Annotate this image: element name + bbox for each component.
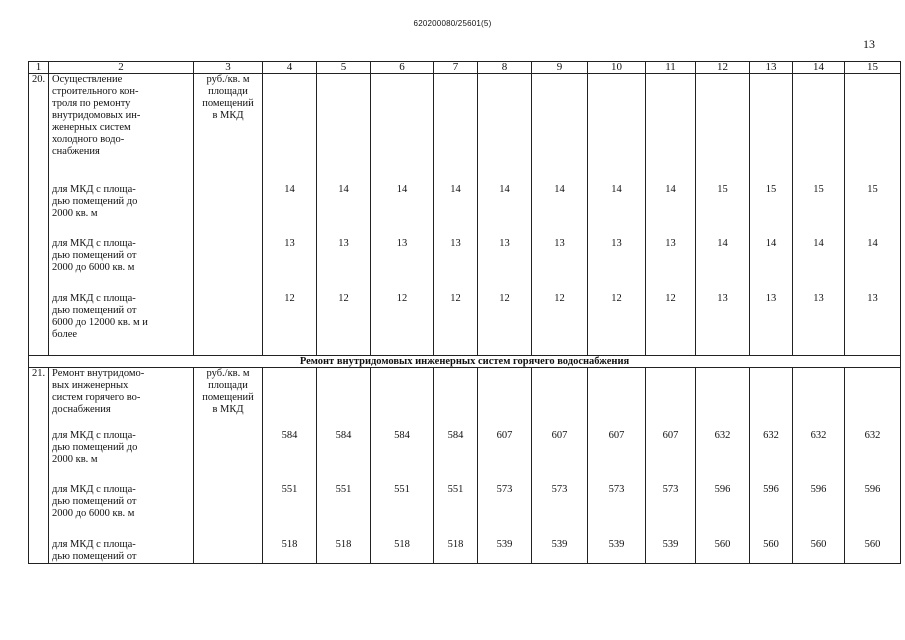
value-column — [793, 368, 845, 564]
subcategory-line: дью помещений от — [52, 496, 137, 507]
value-cell: 539 — [662, 539, 679, 550]
value-cell: 14 — [867, 238, 878, 249]
value-cell: 12 — [665, 293, 676, 304]
column-header: 10 — [588, 62, 646, 74]
value-cell: 15 — [717, 184, 728, 195]
value-column — [263, 74, 317, 356]
value-column — [750, 74, 793, 356]
value-cell: 632 — [810, 430, 827, 441]
description-line: внутридомовых ин- — [52, 110, 141, 121]
value-cell: 584 — [447, 430, 464, 441]
subcategory-line: дью помещений от — [52, 305, 137, 316]
subcategory-line: дью помещений от — [52, 250, 137, 261]
value-cell: 14 — [611, 184, 622, 195]
value-cell: 607 — [662, 430, 679, 441]
unit-line: помещений — [202, 98, 254, 109]
value-cell: 13 — [450, 238, 461, 249]
header-row — [29, 62, 901, 74]
row-description — [49, 368, 194, 564]
unit-line: в МКД — [212, 404, 244, 415]
row-20 — [29, 74, 901, 356]
subcategory-line: для МКД с площа- — [52, 293, 136, 304]
description-line: строительного кон- — [52, 86, 139, 97]
value-cell: 573 — [551, 484, 568, 495]
value-cell: 14 — [284, 184, 295, 195]
description-line: вых инженерных — [52, 380, 129, 391]
value-cell: 539 — [496, 539, 513, 550]
value-cell: 15 — [867, 184, 878, 195]
value-cell: 632 — [763, 430, 779, 441]
value-column — [646, 74, 696, 356]
value-cell: 12 — [396, 293, 408, 304]
value-cell: 13 — [867, 293, 878, 304]
value-cell: 560 — [864, 539, 881, 550]
value-cell: 13 — [717, 293, 728, 304]
value-cell: 13 — [765, 293, 777, 304]
column-header: 13 — [750, 62, 793, 74]
subcategory-line: 2000 до 6000 кв. м — [52, 508, 135, 519]
unit-line: площади — [208, 380, 248, 391]
value-column — [532, 368, 588, 564]
value-cell: 607 — [608, 430, 625, 441]
row-index: 21. — [29, 368, 49, 564]
subcategory-line: 2000 кв. м — [52, 454, 98, 465]
page-number: 13 — [863, 37, 875, 51]
subcategory-line: 2000 до 6000 кв. м — [52, 262, 135, 273]
value-cell: 14 — [396, 184, 408, 195]
value-cell: 12 — [499, 293, 510, 304]
description-line: троля по ремонту — [52, 98, 131, 109]
tariff-table — [28, 61, 901, 564]
subcategory-line: для МКД с площа- — [52, 184, 136, 195]
value-cell: 12 — [554, 293, 565, 304]
value-cell: 551 — [281, 484, 298, 495]
section-title: Ремонт внутридомовых инженерных систем горячего водоснабжения — [29, 356, 901, 368]
row-description — [49, 74, 194, 356]
value-cell: 14 — [499, 184, 510, 195]
value-cell: 560 — [810, 539, 827, 550]
subcategory-line: дью помещений до — [52, 196, 138, 207]
value-cell: 12 — [284, 293, 295, 304]
subcategory-line: 2000 кв. м — [52, 208, 98, 219]
subcategory-line: 6000 до 12000 кв. м и — [52, 317, 148, 328]
column-header: 1 — [29, 62, 49, 74]
value-column — [588, 74, 646, 356]
value-cell: 518 — [447, 539, 464, 550]
description-line: снабжения — [52, 146, 100, 157]
column-header: 4 — [263, 62, 317, 74]
value-column — [371, 74, 434, 356]
row-index: 20. — [29, 74, 49, 356]
value-cell: 596 — [864, 484, 881, 495]
value-column — [750, 368, 793, 564]
value-cell: 13 — [499, 238, 510, 249]
value-cell: 560 — [763, 539, 779, 550]
description-line: холодного водо- — [52, 134, 125, 145]
value-cell: 14 — [338, 184, 349, 195]
document-code: 620200080/25601(5) — [413, 19, 492, 28]
value-column — [317, 74, 371, 356]
unit-cell — [194, 74, 263, 356]
value-cell: 632 — [714, 430, 731, 441]
value-column — [371, 368, 434, 564]
subcategory-line: для МКД с площа- — [52, 539, 136, 550]
subcategory-line: дью помещений до — [52, 442, 138, 453]
value-cell: 13 — [665, 238, 676, 249]
value-cell: 584 — [335, 430, 352, 441]
value-cell: 13 — [338, 238, 349, 249]
unit-cell — [194, 368, 263, 564]
value-cell: 12 — [611, 293, 622, 304]
value-column — [646, 368, 696, 564]
unit-line: помещений — [202, 392, 254, 403]
value-column — [532, 74, 588, 356]
value-cell: 596 — [763, 484, 779, 495]
value-cell: 13 — [554, 238, 565, 249]
value-cell: 584 — [281, 430, 298, 441]
column-header: 8 — [478, 62, 532, 74]
value-cell: 573 — [662, 484, 679, 495]
value-column — [696, 74, 750, 356]
value-cell: 14 — [717, 238, 728, 249]
value-cell: 539 — [551, 539, 568, 550]
value-column — [434, 74, 478, 356]
value-cell: 13 — [396, 238, 408, 249]
value-cell: 607 — [551, 430, 568, 441]
value-column — [845, 74, 901, 356]
section-header-row — [29, 356, 901, 368]
subcategory-line: более — [52, 329, 78, 340]
value-cell: 607 — [496, 430, 513, 441]
unit-line: площади — [208, 86, 248, 97]
column-header: 2 — [49, 62, 194, 74]
value-cell: 573 — [496, 484, 513, 495]
value-cell: 14 — [665, 184, 676, 195]
value-cell: 518 — [281, 539, 298, 550]
value-cell: 584 — [394, 430, 410, 441]
value-cell: 560 — [714, 539, 731, 550]
value-cell: 573 — [608, 484, 625, 495]
column-header: 14 — [793, 62, 845, 74]
unit-line: руб./кв. м — [206, 368, 250, 379]
value-cell: 13 — [813, 293, 824, 304]
description-line: Осуществление — [52, 74, 123, 85]
unit-line: руб./кв. м — [206, 74, 250, 85]
value-cell: 13 — [611, 238, 622, 249]
column-header: 15 — [845, 62, 901, 74]
column-header: 11 — [646, 62, 696, 74]
value-cell: 15 — [765, 184, 777, 195]
value-column — [588, 368, 646, 564]
value-cell: 539 — [608, 539, 625, 550]
description-line: женерных систем — [52, 122, 131, 133]
value-cell: 632 — [864, 430, 881, 441]
value-cell: 551 — [335, 484, 352, 495]
value-cell: 15 — [813, 184, 824, 195]
value-cell: 12 — [450, 293, 461, 304]
value-cell: 596 — [810, 484, 827, 495]
value-column — [263, 368, 317, 564]
value-cell: 13 — [284, 238, 295, 249]
value-cell: 596 — [714, 484, 731, 495]
value-cell: 14 — [554, 184, 565, 195]
value-cell: 14 — [813, 238, 824, 249]
unit-line: в МКД — [212, 110, 244, 121]
value-cell: 518 — [394, 539, 410, 550]
value-column — [317, 368, 371, 564]
subcategory-line: для МКД с площа- — [52, 430, 136, 441]
value-cell: 551 — [447, 484, 464, 495]
value-cell: 14 — [450, 184, 461, 195]
description-line: доснабжения — [52, 404, 111, 415]
column-header: 12 — [696, 62, 750, 74]
column-header: 7 — [434, 62, 478, 74]
value-column — [696, 368, 750, 564]
description-line: систем горячего во- — [52, 392, 141, 403]
value-column — [845, 368, 901, 564]
value-cell: 551 — [394, 484, 410, 495]
value-column — [793, 74, 845, 356]
value-cell: 518 — [335, 539, 352, 550]
value-column — [478, 368, 532, 564]
subcategory-line: для МКД с площа- — [52, 238, 136, 249]
column-header: 6 — [371, 62, 434, 74]
subcategory-line: для МКД с площа- — [52, 484, 136, 495]
row-21 — [29, 368, 901, 564]
value-cell: 14 — [765, 238, 777, 249]
description-line: Ремонт внутридомо- — [52, 368, 145, 379]
column-header: 9 — [532, 62, 588, 74]
value-cell: 12 — [338, 293, 349, 304]
subcategory-line: дью помещений от — [52, 551, 137, 562]
value-column — [478, 74, 532, 356]
column-header: 5 — [317, 62, 371, 74]
value-column — [434, 368, 478, 564]
column-header: 3 — [194, 62, 263, 74]
